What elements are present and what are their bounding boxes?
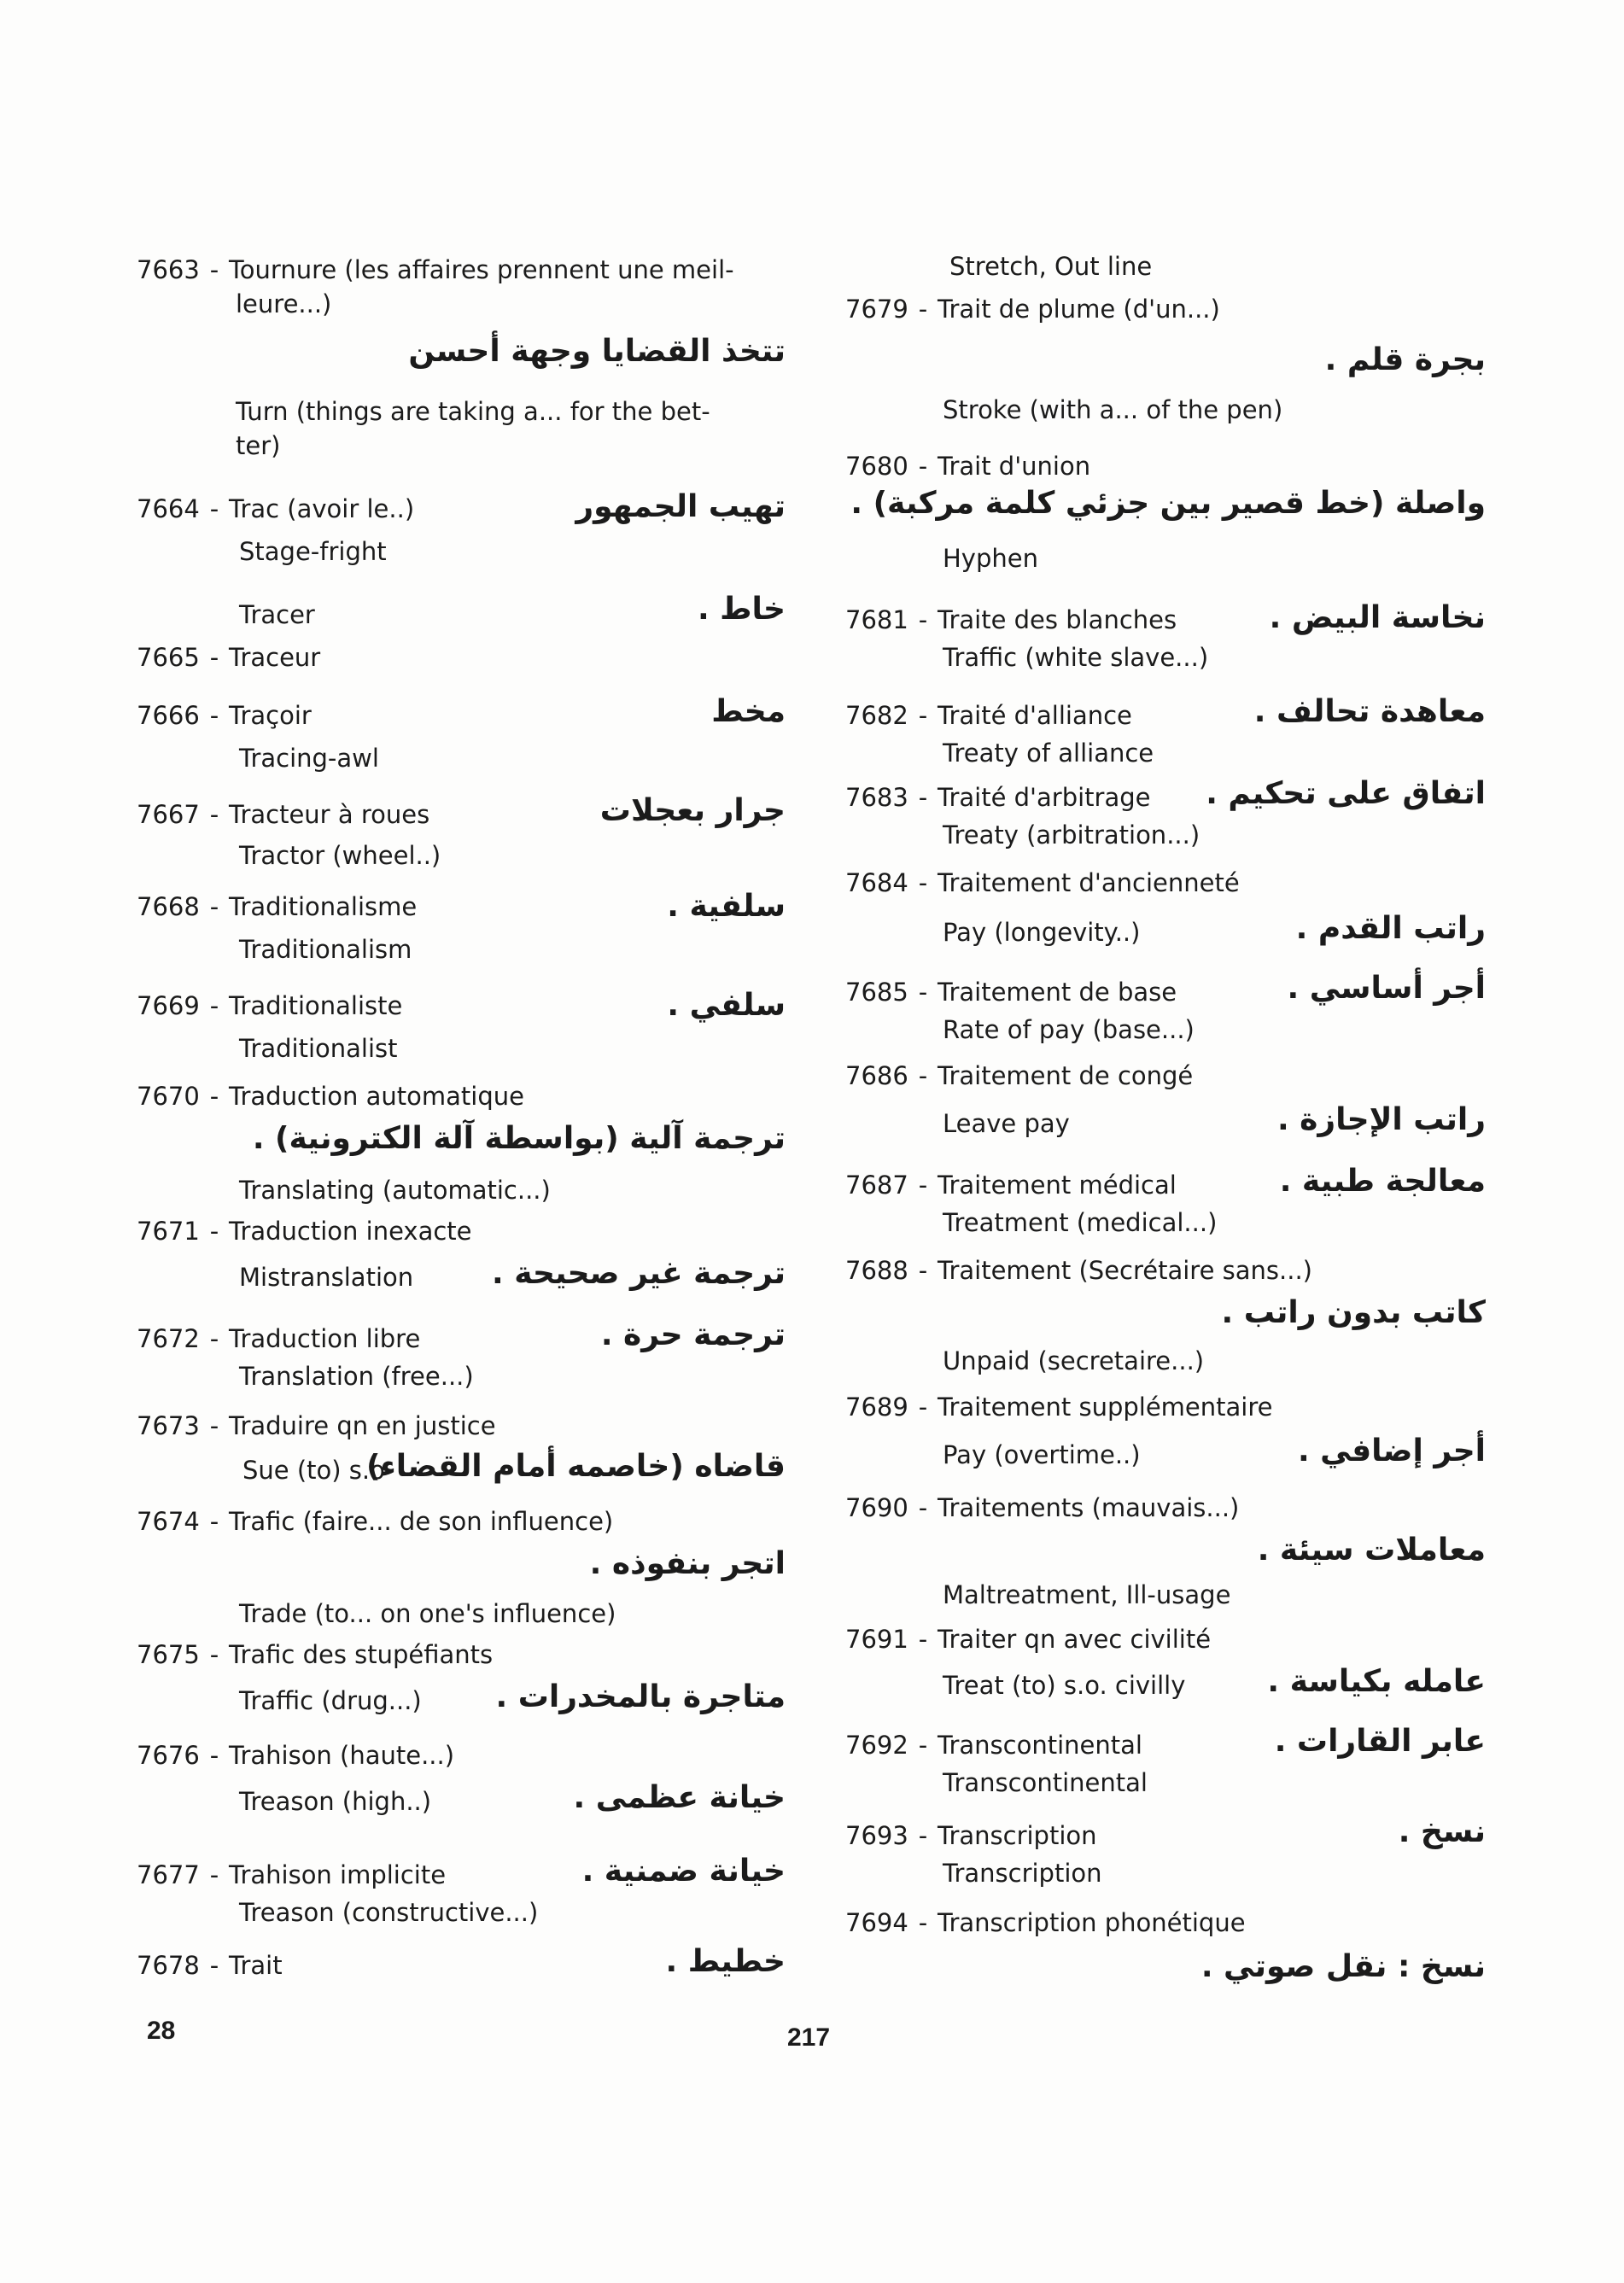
entry-number: 7691 [845, 1625, 908, 1654]
arabic-term: قاضاه (خاصمه أمام القضاء) [365, 1449, 786, 1484]
arabic-term: معالجة طبية . [1279, 1164, 1486, 1199]
french-term: Transcription phonétique [938, 1908, 1246, 1937]
french-term: Trahison implicite [229, 1860, 447, 1889]
arabic-term: ترجمة آلية (بواسطة آلة الكترونية) . [252, 1121, 786, 1156]
arabic-term-secondary: خاط . [697, 592, 786, 627]
english-term: Treason (constructive...) [239, 1898, 539, 1927]
arabic-term: كاتب بدون راتب . [1221, 1295, 1486, 1330]
french-term: Traité d'alliance [938, 701, 1132, 730]
english-term: Traditionalism [239, 935, 412, 964]
margin-number: 28 [147, 2017, 176, 2045]
dictionary-page: 7663 - Tournure (les affaires prennent une meil- leure...) تتخذ القضايا وجهة أحسن Turn (things are taking a... for the bet- ter) 7664 - Trac (avoir le..) تهيب الجمهور Stage-fright Tracer خاط . 7665 - Traceur 7666 - Traçoir مخط Tracing-awl 7667 - Tracteur à roues جرار بعجلات Tractor (wheel..) 7668 - Traditionalisme سلفية . Traditionalism 7669 - Traditionaliste سلفي . Traditionalist 7670 - Traduction automatique ترجمة آلية (بواسطة آلة الكترونية) . Translating (automatic...) 7671 - Traduction inexacte Mistranslation ترجمة غير صحيحة . 7672 - Traduction libre ترجمة حرة . Translation (free...) 7673 - Traduire qn en justice Sue (to) s.o قاضاه (خاصمه أمام القضاء) 7674 - Trafic (faire... de son influence) اتجر بنفوذه . Trade (to... on one's influence) 7675 - Trafic des stupéfiants Traffic (drug...) متاجرة بالمخدرات . 7676 - Trahison (haute...) Treason (high..) خيانة عظمى . 7677 - Trahison implicite خيانة ضمنية . Treason (constructive...) 7678 - Trait خطيط . Stretch, Out line 7679 - Trait de plume (d'un...) بجرة قلم . Stroke (with a... of the pen) 7680 - Trait d'union واصلة (خط قصير بين جزئي كلمة مركبة) . Hyphen 7681 - Traite des blanches نخاسة البيض . Traffic (white slave...) 7682 - Traité d'alliance معاهدة تحالف . Treaty of alliance 7683 - Traité d'arbitrage اتفاق على تحكيم . Treaty (arbitration...) 7684 - Traitement d'ancienneté Pay (longevity..) راتب القدم . 7685 - Traitement de base أجر أساسي . Rate of pay (base...) 7686 - Traitement de congé Leave pay راتب الإجازة . 7687 - Traitement médical معالجة طبية . Treatment (medical...) 7688 - Traitement (Secrétaire sans...) كاتب بدون راتب . Unpaid (secretaire...) 7689 - Traitement supplémentaire Pay (overtime..) أجر إضافي . 7690 - Traitements (mauvais...) معاملات سيئة . Maltreatment, Ill-usage 7691 - Traiter qn avec civilité Treat (to) s.o. civilly عامله بكياسة . 7692 - Transcontinental عابر القارات . Transcontinental 7693 - Transcription نسخ . Transcription 7694 - Transcription phonétique نسخ : نقل صوتي . 28 217 [0, 0, 1624, 2283]
french-term: Traduire qn en justice [229, 1411, 496, 1440]
entry-number: 7690 [845, 1493, 908, 1522]
english-term: Treaty of alliance [943, 739, 1154, 768]
entry-number: 7675 [137, 1640, 200, 1669]
french-term: Tournure (les affaires prennent une meil- [229, 255, 734, 284]
french-term: Trafic (faire... de son influence) [229, 1507, 614, 1536]
english-term: Unpaid (secretaire...) [943, 1346, 1205, 1375]
entry-number: 7682 [845, 701, 908, 730]
entry-number: 7668 [137, 892, 200, 921]
arabic-term: معاملات سيئة . [1257, 1533, 1486, 1568]
english-term: Transcription [943, 1859, 1102, 1888]
entry-number: 7681 [845, 605, 908, 634]
entry-number: 7671 [137, 1217, 200, 1246]
french-term: Traitements (mauvais...) [938, 1493, 1240, 1522]
arabic-term: تهيب الجمهور [575, 489, 786, 524]
arabic-term: نخاسة البيض . [1269, 600, 1486, 635]
english-term-continued: ter) [236, 431, 281, 460]
arabic-term: ترجمة غير صحيحة . [492, 1256, 786, 1291]
entry-number: 7694 [845, 1908, 908, 1937]
english-term: Stroke (with a... of the pen) [943, 395, 1283, 424]
english-term: Tracing-awl [239, 744, 379, 773]
english-term: Translating (automatic...) [239, 1176, 551, 1205]
entry-number: 7673 [137, 1411, 200, 1440]
entry-number: 7664 [137, 494, 200, 523]
arabic-term: مخط [711, 694, 786, 729]
english-term: Turn (things are taking a... for the bet- [236, 397, 710, 426]
arabic-term: سلفي . [667, 988, 786, 1023]
entry-number: 7687 [845, 1171, 908, 1200]
english-term: Trade (to... on one's influence) [239, 1599, 616, 1628]
arabic-term: خطيط . [665, 1944, 786, 1979]
french-term: Trait d'union [938, 452, 1091, 481]
french-term: Trait [229, 1951, 283, 1980]
entry-number: 7672 [137, 1324, 200, 1353]
entry-number: 7667 [137, 800, 200, 829]
entry-number: 7686 [845, 1061, 908, 1090]
entry-number: 7689 [845, 1393, 908, 1422]
arabic-term: راتب الإجازة . [1276, 1102, 1486, 1137]
english-term: Tractor (wheel..) [239, 841, 441, 870]
english-term: Sue (to) s.o [242, 1456, 385, 1485]
entry-number: 7680 [845, 452, 908, 481]
arabic-term: ترجمة حرة . [600, 1317, 786, 1352]
arabic-term: متاجرة بالمخدرات . [495, 1679, 786, 1714]
french-term-continued: leure...) [236, 289, 332, 318]
english-term: Transcontinental [943, 1768, 1148, 1797]
arabic-term: نسخ . [1398, 1814, 1486, 1849]
english-term: Treatment (medical...) [943, 1208, 1218, 1237]
english-term: Translation (free...) [239, 1362, 474, 1391]
english-term: Traffic (white slave...) [943, 643, 1209, 672]
arabic-term: اتفاق على تحكيم . [1206, 776, 1486, 811]
arabic-term: تتخذ القضايا وجهة أحسن [408, 334, 786, 369]
french-term: Trahison (haute...) [229, 1741, 455, 1770]
entry-number: 7666 [137, 701, 200, 730]
english-term: Stage-fright [239, 537, 387, 566]
arabic-term: واصلة (خط قصير بين جزئي كلمة مركبة) . [850, 486, 1486, 521]
french-term: Traitement supplémentaire [938, 1393, 1273, 1422]
arabic-term: اتجر بنفوذه . [589, 1546, 786, 1581]
english-term: Treat (to) s.o. civilly [943, 1671, 1186, 1700]
english-term: Traditionalist [239, 1034, 398, 1063]
entry-number: 7670 [137, 1082, 200, 1111]
arabic-term: عابر القارات . [1274, 1724, 1486, 1759]
english-term: Hyphen [943, 544, 1038, 573]
arabic-term: عامله بكياسة . [1267, 1664, 1486, 1699]
arabic-term: سلفية . [667, 889, 786, 924]
arabic-term: خيانة ضمنية . [581, 1854, 786, 1889]
page-number: 217 [787, 2023, 831, 2052]
french-term: Traduction automatique [229, 1082, 524, 1111]
french-term: Traduction libre [229, 1324, 421, 1353]
french-term: Traceur [229, 643, 321, 672]
arabic-term: بجرة قلم . [1324, 342, 1486, 377]
entry-number: 7678 [137, 1951, 200, 1980]
entry-number: 7663 [137, 255, 200, 284]
french-term: Trafic des stupéfiants [229, 1640, 494, 1669]
arabic-term: راتب القدم . [1295, 911, 1486, 946]
french-term: Traitement (Secrétaire sans...) [938, 1256, 1312, 1285]
entry-number: 7683 [845, 783, 908, 812]
english-term: Treaty (arbitration...) [943, 820, 1200, 850]
entry-number: 7665 [137, 643, 200, 672]
french-term: Traitement d'ancienneté [938, 868, 1240, 897]
arabic-term: جرار بعجلات [599, 793, 786, 828]
english-term: Pay (longevity..) [943, 918, 1141, 947]
french-term: Trait de plume (d'un...) [938, 295, 1220, 324]
french-term: Traite des blanches [938, 605, 1177, 634]
french-term: Transcontinental [938, 1731, 1142, 1760]
french-term: Traité d'arbitrage [938, 783, 1151, 812]
entry-number: 7692 [845, 1731, 908, 1760]
entry-number: 7674 [137, 1507, 200, 1536]
french-term: Transcription [938, 1821, 1097, 1850]
french-term: Traçoir [229, 701, 312, 730]
french-term: Traiter qn avec civilité [938, 1625, 1212, 1654]
entry-number: 7684 [845, 868, 908, 897]
arabic-term: نسخ : نقل صوتي . [1200, 1949, 1486, 1984]
entry-number: 7693 [845, 1821, 908, 1850]
french-term: Traduction inexacte [229, 1217, 472, 1246]
english-term-continued: Stretch, Out line [949, 252, 1153, 281]
french-term: Traitement médical [938, 1171, 1177, 1200]
english-term: Rate of pay (base...) [943, 1015, 1195, 1044]
french-term: Tracteur à roues [229, 800, 430, 829]
french-term-secondary: Tracer [239, 600, 315, 629]
french-term: Traitement de base [938, 978, 1177, 1007]
entry-number: 7677 [137, 1860, 200, 1889]
arabic-term: أجر إضافي . [1297, 1433, 1486, 1468]
french-term: Traditionaliste [229, 991, 403, 1020]
english-term: Treason (high..) [239, 1787, 432, 1816]
entry-number: 7669 [137, 991, 200, 1020]
arabic-term: أجر أساسي . [1287, 971, 1486, 1006]
entry-number: 7676 [137, 1741, 200, 1770]
french-term: Traitement de congé [938, 1061, 1194, 1090]
english-term: Mistranslation [239, 1263, 414, 1292]
english-term: Traffic (drug...) [239, 1686, 422, 1715]
english-term: Pay (overtime..) [943, 1440, 1141, 1469]
arabic-term: معاهدة تحالف . [1253, 694, 1486, 729]
french-term: Traditionalisme [229, 892, 418, 921]
entry-number: 7688 [845, 1256, 908, 1285]
english-term: Leave pay [943, 1109, 1070, 1138]
french-term: Trac (avoir le..) [229, 494, 415, 523]
arabic-term: خيانة عظمى . [573, 1780, 786, 1815]
entry-number: 7679 [845, 295, 908, 324]
entry-number: 7685 [845, 978, 908, 1007]
english-term: Maltreatment, Ill-usage [943, 1580, 1231, 1609]
